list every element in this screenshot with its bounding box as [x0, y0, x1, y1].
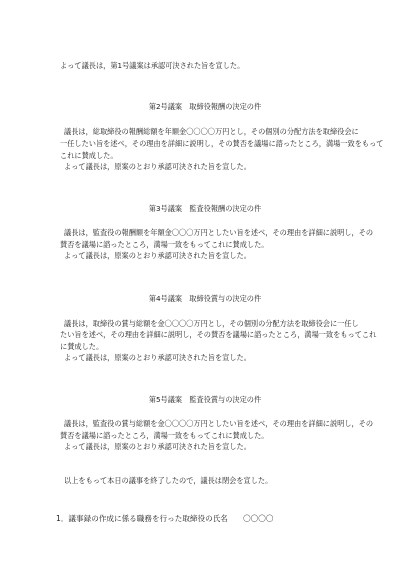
agenda-2-line-2: 一任したい旨を述べ，その理由を詳細に説明し，その賛否を議場に諮ったところ，満場一致をもって: [60, 139, 384, 148]
agenda-2-result: よって議長は，原案のとおり承認可決された旨を宣した。: [64, 162, 251, 171]
agenda-2-heading: 第2号議案 取締役報酬の決定の件: [148, 102, 262, 111]
agenda-5-heading: 第5号議案 監査役賞与の決定の件: [148, 395, 262, 404]
agenda-3-result: よって議長は，原案のとおり承認可決された旨を宣した。: [64, 251, 251, 260]
agenda-3-line-2: 賛否を議場に諮ったところ，満場一致をもってこれに賛成した。: [60, 240, 269, 249]
opening-resolution-text: よって議長は，第1号議案は承認可決された旨を宣した。: [60, 61, 245, 70]
agenda-4-result: よって議長は，原案のとおり承認可決された旨を宣した。: [64, 353, 251, 362]
agenda-4-line-2: たい旨を述べ，その理由を詳細に説明し，その賛否を議場に諮ったところ，満場一致をもってこれ: [60, 330, 377, 339]
agenda-2-line-3: これに賛成した。: [60, 151, 118, 160]
agenda-3-heading: 第3号議案 監査役報酬の決定の件: [148, 204, 262, 213]
agenda-4-heading: 第4号議案 取締役賞与の決定の件: [148, 294, 262, 303]
agenda-5-line-1: 議長は，監査役の賞与総額を金〇〇〇〇万円としたい旨を述べ，その理由を詳細に説明し，その: [64, 419, 374, 428]
agenda-3-line-1: 議長は，監査役の報酬額を年額金〇〇〇万円としたい旨を述べ，その理由を詳細に説明し，その: [64, 228, 374, 237]
agenda-5-line-2: 賛否を議場に諮ったところ，満場一致をもってこれに賛成した。: [60, 431, 269, 440]
agenda-5-result: よって議長は，原案のとおり承認可決された旨を宣した。: [64, 442, 251, 451]
minutes-writer-line: 1．議事録の作成に係る職務を行った取締役の氏名 〇〇〇〇: [56, 514, 274, 523]
agenda-2-line-1: 議長は，総取締役の報酬総額を年額金〇〇〇〇万円とし，その個別の分配方法を取締役会に: [64, 127, 359, 136]
agenda-4-line-1: 議長は，取締役の賞与総額を金〇〇〇〇万円とし，その個別の分配方法を取締役会に一任し: [64, 319, 359, 328]
agenda-4-line-3: に賛成した。: [60, 342, 104, 351]
closing-text: 以上をもって本日の議事を終了したので，議長は閉会を宣した。: [64, 476, 273, 485]
